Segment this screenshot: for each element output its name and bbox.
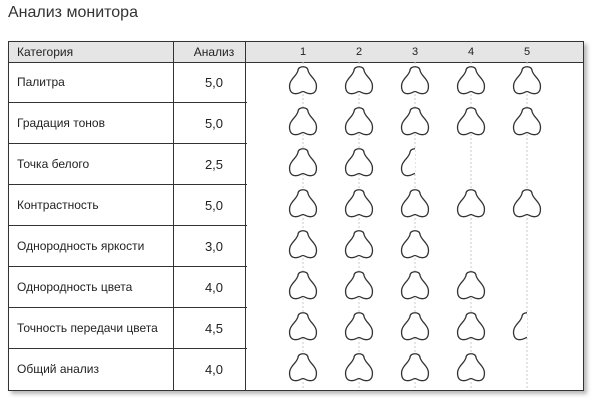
rating-trefoil-icon <box>514 108 541 135</box>
scale-tick-2: 2 <box>355 46 363 58</box>
rating-marks <box>247 62 581 390</box>
table-row <box>9 144 247 185</box>
table-row <box>9 267 247 308</box>
rating-trefoil-icon <box>290 67 317 94</box>
table-row <box>9 308 247 349</box>
rating-trefoil-icon <box>458 108 485 135</box>
rating-trefoil-icon <box>458 272 485 299</box>
rating-trefoil-icon <box>290 149 317 176</box>
table-header <box>9 42 583 63</box>
scale-tick-5: 5 <box>523 46 531 58</box>
table-row <box>9 349 247 390</box>
rating-trefoil-icon <box>290 231 317 258</box>
rating-trefoil-icon <box>402 231 429 258</box>
row-score: 5,0 <box>204 198 224 213</box>
rating-trefoil-icon <box>402 67 429 94</box>
column-header-category: Категория <box>17 45 74 59</box>
rating-trefoil-icon <box>346 67 373 94</box>
rating-trefoil-icon <box>346 190 373 217</box>
rating-trefoil-icon <box>402 108 429 135</box>
rating-trefoil-icon <box>346 149 373 176</box>
scale-tick-1: 1 <box>299 46 307 58</box>
scale-tick-4: 4 <box>467 46 475 58</box>
rating-trefoil-icon <box>290 108 317 135</box>
scale-tick-3: 3 <box>411 46 419 58</box>
rating-trefoil-icon <box>402 272 429 299</box>
rating-trefoil-icon <box>346 108 373 135</box>
rating-trefoil-icon <box>402 354 429 381</box>
row-score: 4,0 <box>204 280 224 295</box>
row-category: Градация тонов <box>17 116 105 130</box>
rating-trefoil-icon <box>402 190 429 217</box>
rating-trefoil-icon <box>290 272 317 299</box>
row-category: Точка белого <box>17 157 90 171</box>
row-score: 3,0 <box>204 239 224 254</box>
rating-trefoil-icon <box>346 272 373 299</box>
rating-trefoil-icon <box>514 190 541 217</box>
rating-trefoil-icon <box>346 231 373 258</box>
rating-trefoil-icon <box>458 67 485 94</box>
rating-half-trefoil-icon <box>514 313 541 340</box>
row-score: 5,0 <box>204 75 224 90</box>
row-category: Палитра <box>17 75 65 89</box>
rating-trefoil-icon <box>290 190 317 217</box>
rating-trefoil-icon <box>346 354 373 381</box>
table-row <box>9 226 247 267</box>
rating-trefoil-icon <box>458 313 485 340</box>
rating-half-trefoil-icon <box>402 149 429 176</box>
table-row <box>9 185 247 226</box>
rating-trefoil-icon <box>458 354 485 381</box>
row-category: Однородность цвета <box>17 280 133 294</box>
row-score: 4,5 <box>204 321 224 336</box>
row-score: 5,0 <box>204 116 224 131</box>
page-title: Анализ монитора <box>8 4 138 21</box>
row-category: Общий анализ <box>17 362 100 376</box>
row-category: Однородность яркости <box>17 239 145 253</box>
rating-trefoil-icon <box>290 354 317 381</box>
rating-trefoil-icon <box>290 313 317 340</box>
rating-trefoil-icon <box>458 190 485 217</box>
row-score: 2,5 <box>204 157 224 172</box>
column-header-score: Анализ <box>193 45 235 59</box>
table-row <box>9 103 247 144</box>
rating-trefoil-icon <box>402 313 429 340</box>
table-row <box>9 62 247 103</box>
row-score: 4,0 <box>204 362 224 377</box>
row-category: Контрастность <box>17 198 99 212</box>
rating-trefoil-icon <box>346 313 373 340</box>
row-category: Точность передачи цвета <box>17 321 158 335</box>
rating-trefoil-icon <box>514 67 541 94</box>
rating-table <box>8 41 584 391</box>
